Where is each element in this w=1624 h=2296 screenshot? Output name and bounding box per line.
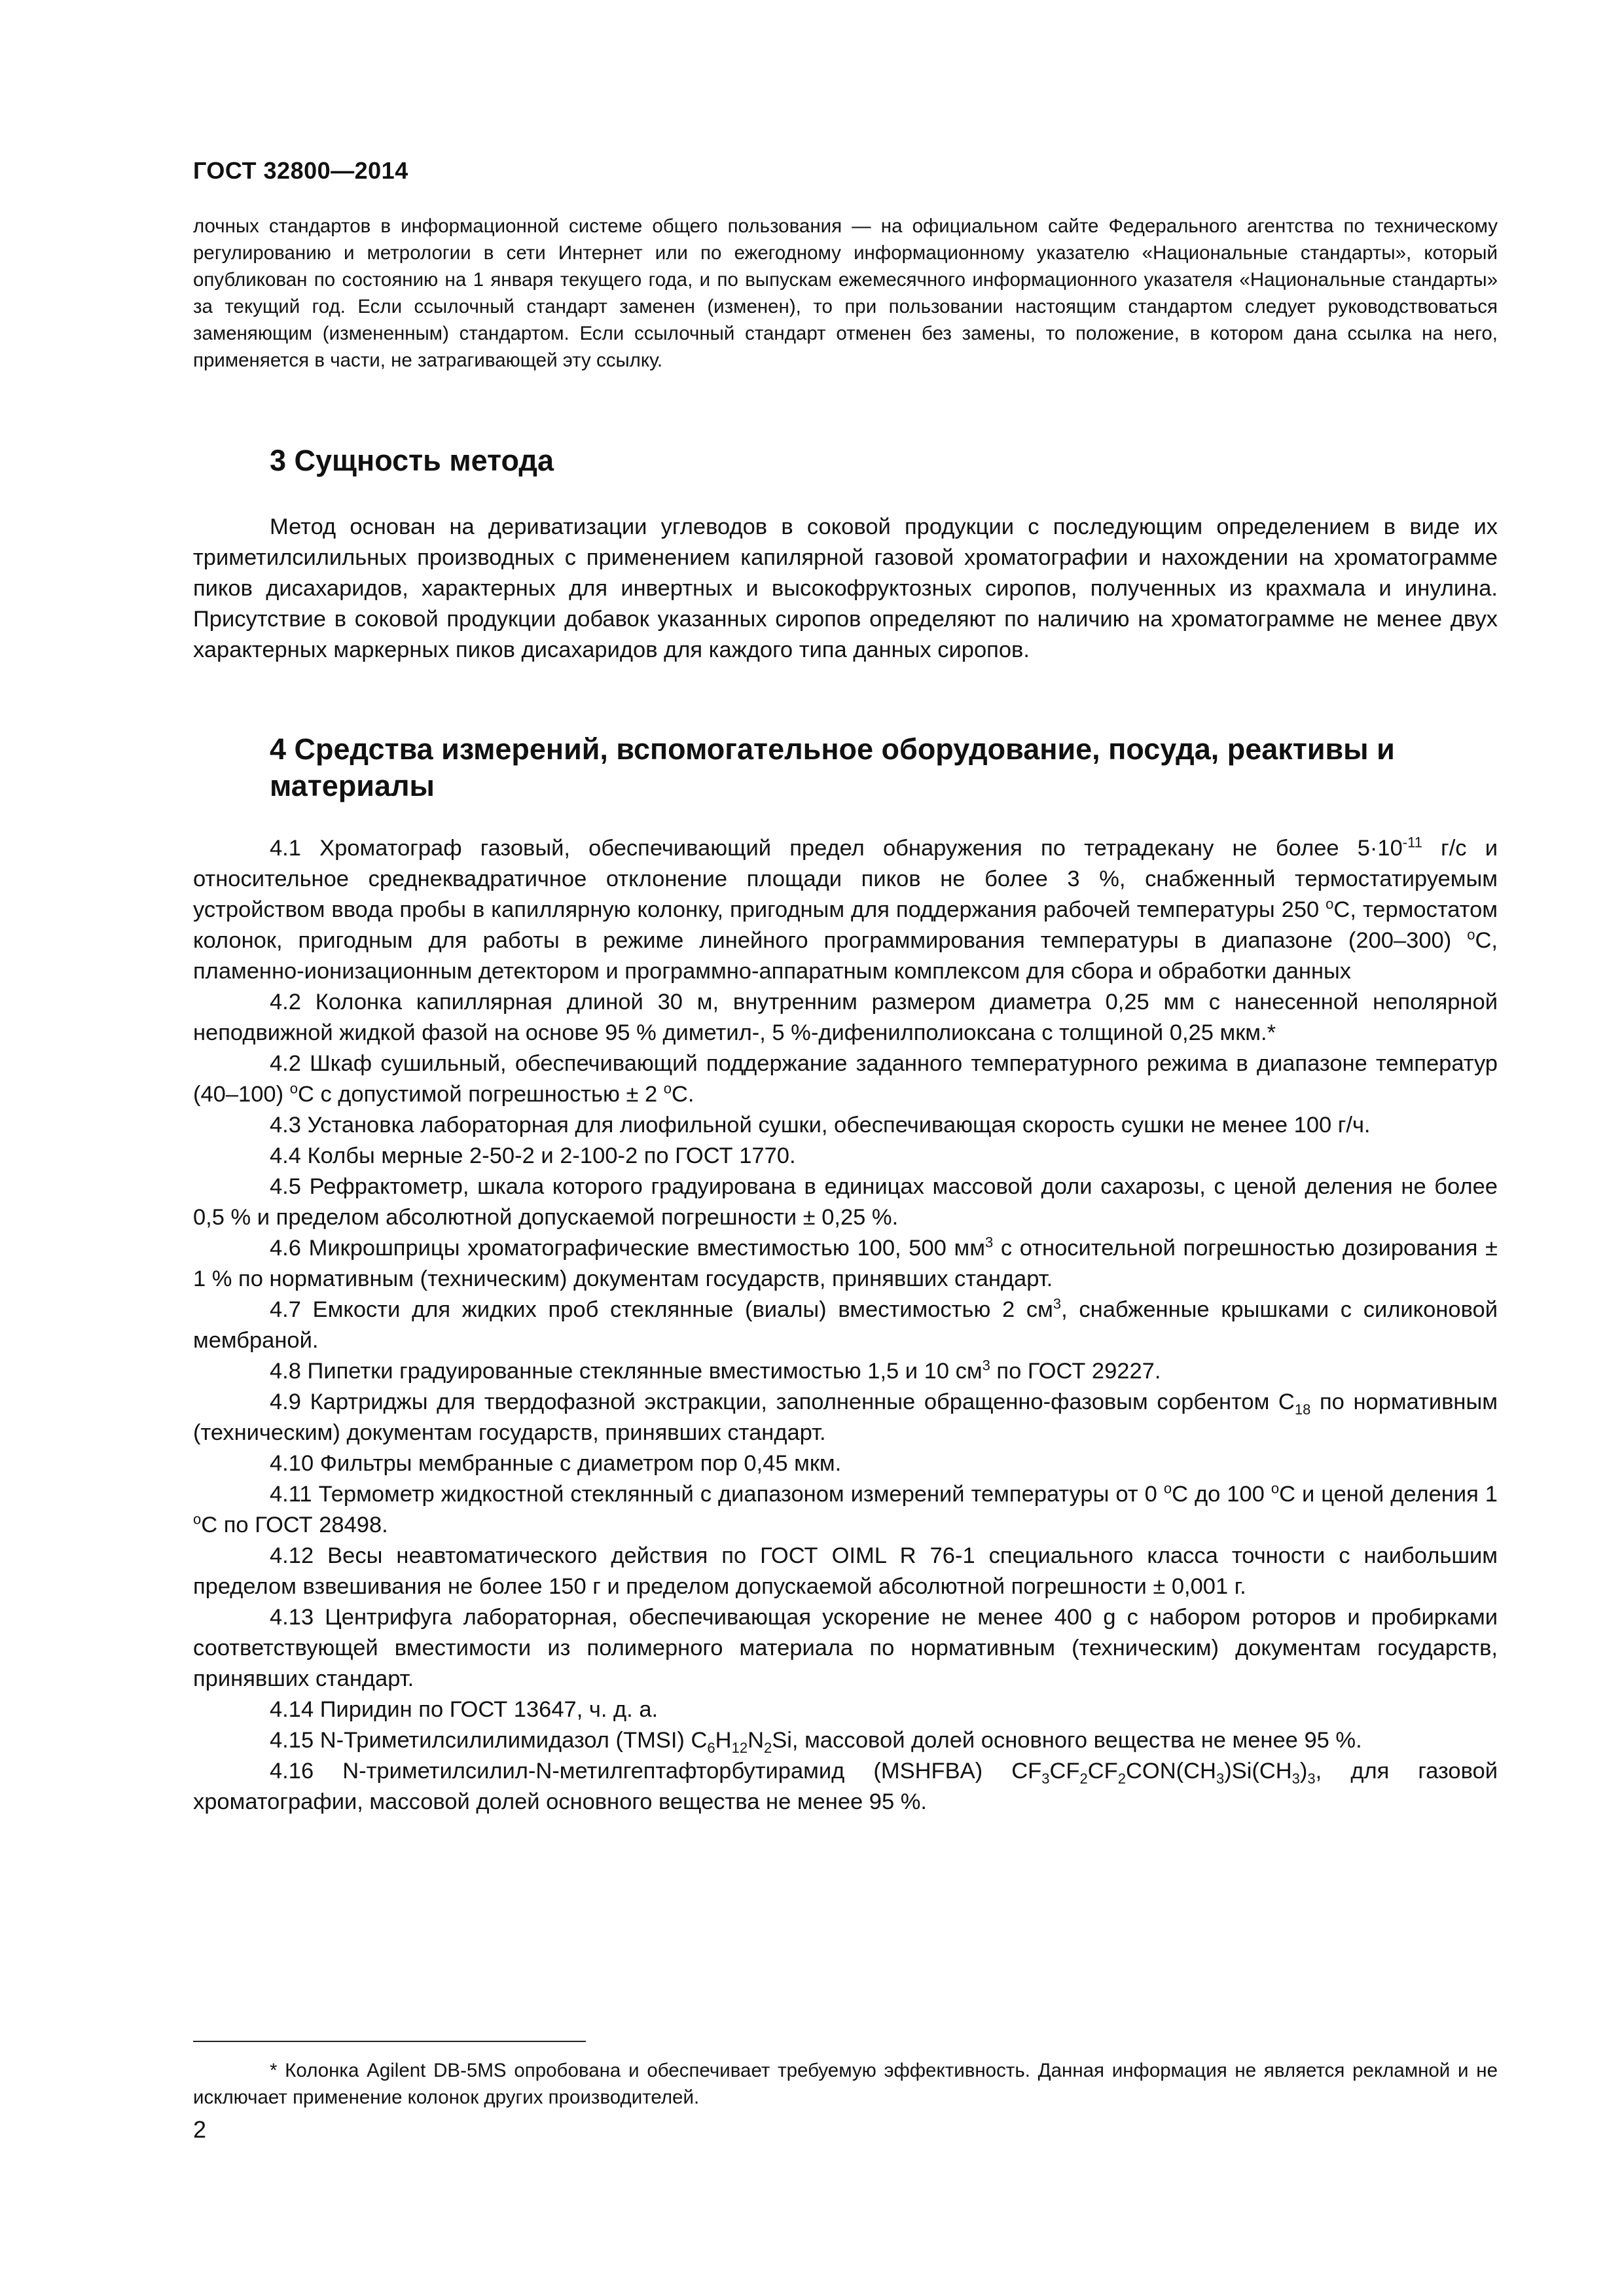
item-4-14: 4.14 Пиридин по ГОСТ 13647, ч. д. а. — [270, 1697, 659, 1722]
intro-paragraph: лочных стандартов в информационной системе общего пользования — на официальном сайте Федерального агентства по техническому регулированию и метрологии в сети Интернет или по ежегодному информационному указателю «Национальные стандарты», который опубликован по состоянию на 1 января текущего года, и по выпускам ежемесячного информационного указателя «Национальные стандарты» за текущий год. Если ссылочный стандарт заменен (изменен), то при пользовании настоящим стандартом следует руководствоваться заменяющим (измененным) стандартом. Если ссылочный стандарт отменен без замены, то положение, в котором дана ссылка на него, применяется в части, не затрагивающей эту ссылку. — [193, 215, 1498, 371]
item-4-8: 4.8 Пипетки градуированные стеклянные вместимостью 1,5 и 10 $см^3$ по ГОСТ 29227. — [270, 1357, 1161, 1384]
section-4-title: 4 Средства измерений, вспомогательное оборудование, посуда, реактивы и материалы — [270, 732, 1395, 802]
item-4-16: 4.16 N-триметилсилил-N-метилгептафторбутирамид (MSHFBA) $CF_3CF_2CF_2CON(CH_3)Si(CH_3)_3$, для газовой хроматографии, массовой долей основного вещества не менее 95 %. — [193, 1759, 1498, 1814]
item-4-13: 4.13 Центрифуга лабораторная, обеспечивающая ускорение не менее 400 g с набором роторов и пробирками соответствующей вместимости из полимерного материала по нормативным (техническим) документам государств, принявших стандарт. — [193, 1605, 1498, 1691]
item-4-4: 4.4 Колбы мерные 2-50-2 и 2-100-2 по ГОСТ 1770. — [270, 1143, 796, 1168]
item-4-12: 4.12 Весы неавтоматического действия по ГОСТ OIML R 76-1 специального класса точности с наибольшим пределом взвешивания не более 150 г и пределом допускаемой абсолютной погрешности ± 0,001 г. — [193, 1543, 1498, 1599]
item-4-15: 4.15 N-Триметилсилилимидазол (TMSI) $C_6H_{12}N_2Si$, массовой долей основного вещества не менее 95 %. — [270, 1728, 1362, 1756]
footnote — [193, 2057, 1498, 2111]
standard-header: ГОСТ 32800—2014 — [193, 157, 408, 184]
item-4-1: 4.1 Хроматограф газовый, обеспечивающий предел обнаружения по тетрадекану не более $5\cdot 10^{-11}$ г/с и относительное среднеквадратичное отклонение площади пиков не более 3 %, снабженный термостатируемым устройством ввода пробы в капиллярную колонку, пригодным для поддержания рабочей температуры 250 $^o$С, термостатом колонок, пригодным для работы в режиме линейного программирования температуры в диапазоне (200–300) $^o$С, пламенно-ионизационным детектором и программно-аппаратным комплексом для сбора и обработки данных — [193, 834, 1498, 984]
item-4-9: 4.9 Картриджы для твердофазной экстракции, заполненные обращенно-фазовым сорбентом $С_{18}$ по нормативным (техническим) документам государств, принявших стандарт. — [193, 1390, 1498, 1445]
page-number: 2 — [193, 2116, 207, 2143]
section-4-body — [193, 833, 1498, 1818]
item-4-2-oven: 4.2 Шкаф сушильный, обеспечивающий поддержание заданного температурного режима в диапазоне температур (40–100) $^o$С с допустимой погрешностью ± 2 $^o$С. — [193, 1051, 1498, 1107]
section-3-title: 3 Сущность метода — [270, 444, 554, 477]
item-4-6: 4.6 Микрошприцы хроматографические вместимостью 100, 500 $мм^3$ с относительной погрешностью дозирования ± 1 % по нормативным (техническим) документам государств, принявших стандарт. — [193, 1234, 1498, 1291]
item-4-3: 4.3 Установка лабораторная для лиофильной сушки, обеспечивающая скорость сушки не менее 100 г/ч. — [270, 1113, 1371, 1138]
item-4-5: 4.5 Рефрактометр, шкала которого градуирована в единицах массовой доли сахарозы, с ценой деления не более 0,5 % и пределом абсолютной допускаемой погрешности ± 0,25 %. — [193, 1174, 1498, 1230]
footnote-text: * Колонка Agilent DB-5MS опробована и обеспечивает требуемую эффективность. Данная информация не является рекламной и не исключает применение колонок других производителей. — [193, 2060, 1498, 2108]
section-3-body — [193, 512, 1498, 666]
item-4-2-column: 4.2 Колонка капиллярная длиной 30 м, внутренним размером диаметра 0,25 мм с нанесенной неполярной неподвижной жидкой фазой на основе 95 % диметил-, 5 %-дифенилполиоксана с толщиной 0,25 мкм.* — [193, 990, 1498, 1045]
item-4-7: 4.7 Емкости для жидких проб стеклянные (виалы) вместимостью 2 $см^3$, снабженные крышками с силиконовой мембраной. — [193, 1295, 1498, 1353]
item-4-11: 4.11 Термометр жидкостной стеклянный с диапазоном измерений температуры от 0 $^o$С до 100 $^o$С и ценой деления 1 $^o$С по ГОСТ 28498. — [193, 1480, 1498, 1537]
intro-text — [193, 213, 1498, 374]
footnote-divider — [193, 2041, 586, 2042]
section-3-paragraph: Метод основан на дериватизации углеводов в соковой продукции с последующим определением в виде их триметилсилильных производных с применением капилярной газовой хроматографии и нахождении на хроматограмме пиков дисахаридов, характерных для инвертных и высокофруктозных сиропов, полученных из крахмала и инулина. Присутствие в соковой продукции добавок указанных сиропов определяют по наличию на хроматограмме не менее двух характерных маркерных пиков дисахаридов для каждого типа данных сиропов. — [193, 514, 1498, 662]
item-4-10: 4.10 Фильтры мембранные с диаметром пор 0,45 мкм. — [270, 1451, 842, 1476]
